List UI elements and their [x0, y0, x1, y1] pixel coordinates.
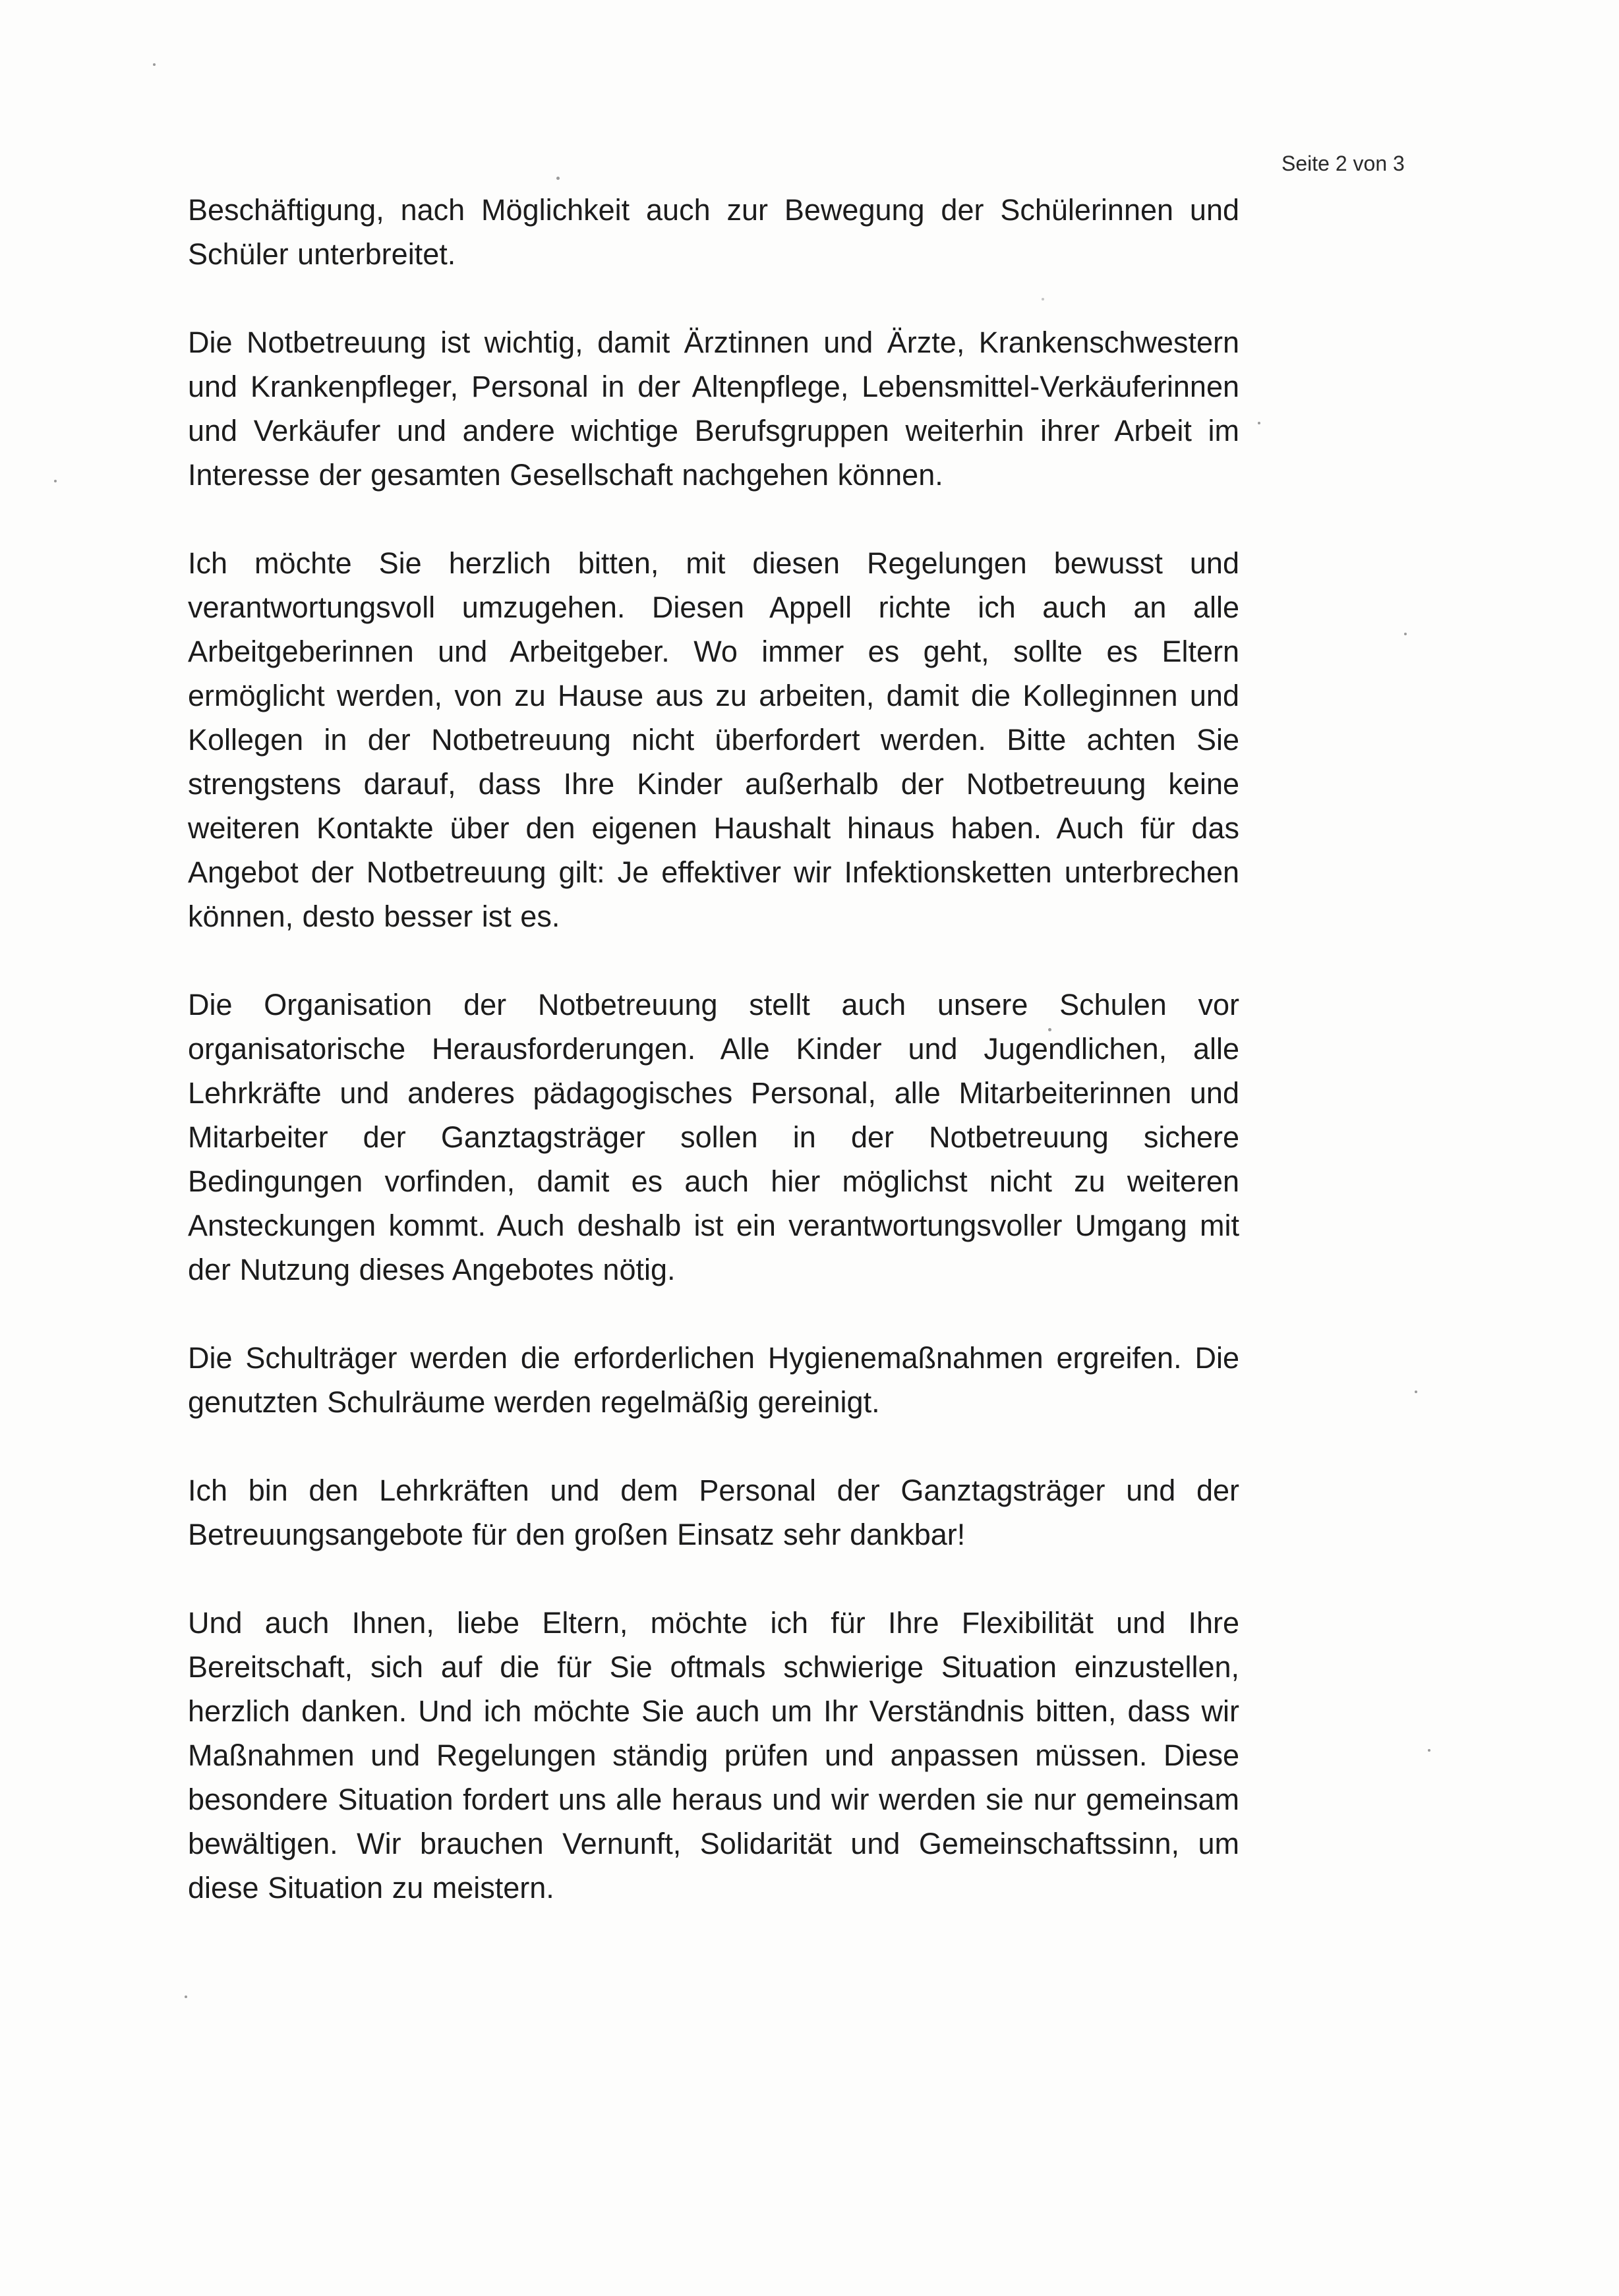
- scan-speck: [1042, 298, 1044, 301]
- scan-speck: [153, 63, 156, 66]
- letter-body: [188, 188, 1239, 1910]
- page-number: Seite 2 von 3: [1281, 152, 1405, 175]
- paragraph-intro-continuation: Beschäftigung, nach Möglichkeit auch zur Bewegung der Schülerinnen und Schüler unterbreitet.: [188, 193, 1239, 271]
- scan-speck: [556, 177, 560, 180]
- scan-speck: [1428, 1749, 1430, 1752]
- scan-speck: [54, 480, 57, 482]
- scan-speck: [1415, 1391, 1417, 1393]
- scan-speck: [1404, 633, 1407, 635]
- paragraph-appeal: Ich möchte Sie herzlich bitten, mit diesen Regelungen bewusst und verantwortungsvoll umzugehen. Diesen Appell richte ich auch an alle Arbeitgeberinnen und Arbeitgeber. Wo immer es geht, sollte es Eltern ermöglicht werden, von zu Hause aus zu arbeiten, damit die Kolleginnen und Kollegen in der Notbetreuung nicht überfordert werden. Bitte achten Sie strengstens darauf, dass Ihre Kinder außerhalb der Notbetreuung keine weiteren Kontakte über den eigenen Haushalt hinaus haben. Auch für das Angebot der Notbetreuung gilt: Je effektiver wir Infektionsketten unterbrechen können, desto besser ist es.: [188, 546, 1239, 933]
- paragraph-notbetreuung-importance: Die Notbetreuung ist wichtig, damit Ärztinnen und Ärzte, Krankenschwestern und Krankenpfleger, Personal in der Altenpflege, Lebensmittel-Verkäuferinnen und Verkäufer und andere wichtige Berufsgruppen weiterhin ihrer Arbeit im Interesse der gesamten Gesellschaft nachgehen können.: [188, 326, 1239, 492]
- paragraph-thanks-staff: Ich bin den Lehrkräften und dem Personal der Ganztagsträger und der Betreuungsangebote für den großen Einsatz sehr dankbar!: [188, 1474, 1239, 1551]
- paragraph-thanks-parents: Und auch Ihnen, liebe Eltern, möchte ich für Ihre Flexibilität und Ihre Bereitschaft, sich auf die für Sie oftmals schwierige Situation einzustellen, herzlich danken. Und ich möchte Sie auch um Ihr Verständnis bitten, dass wir Maßnahmen und Regelungen ständig prüfen und anpassen müssen. Diese besondere Situation fordert uns alle heraus und wir werden sie nur gemeinsam bewältigen. Wir brauchen Vernunft, Solidarität und Gemeinschaftssinn, um diese Situation zu meistern.: [188, 1606, 1239, 1905]
- scan-speck: [185, 1995, 187, 1998]
- paragraph-organisation: Die Organisation der Notbetreuung stellt auch unsere Schulen vor organisatorische Herausforderungen. Alle Kinder und Jugendlichen, alle Lehrkräfte und anderes pädagogisches Personal, alle Mitarbeiterinnen und Mitarbeiter der Ganztagsträger sollen in der Notbetreuung sichere Bedingungen vorfinden, damit es auch hier möglichst nicht zu weiteren Ansteckungen kommt. Auch deshalb ist ein verantwortungsvoller Umgang mit der Nutzung dieses Angebotes nötig.: [188, 988, 1239, 1286]
- paragraph-hygiene: Die Schulträger werden die erforderlichen Hygienemaßnahmen ergreifen. Die genutzten Schulräume werden regelmäßig gereinigt.: [188, 1341, 1239, 1419]
- scan-speck: [1258, 422, 1260, 424]
- scan-speck: [1048, 1028, 1051, 1031]
